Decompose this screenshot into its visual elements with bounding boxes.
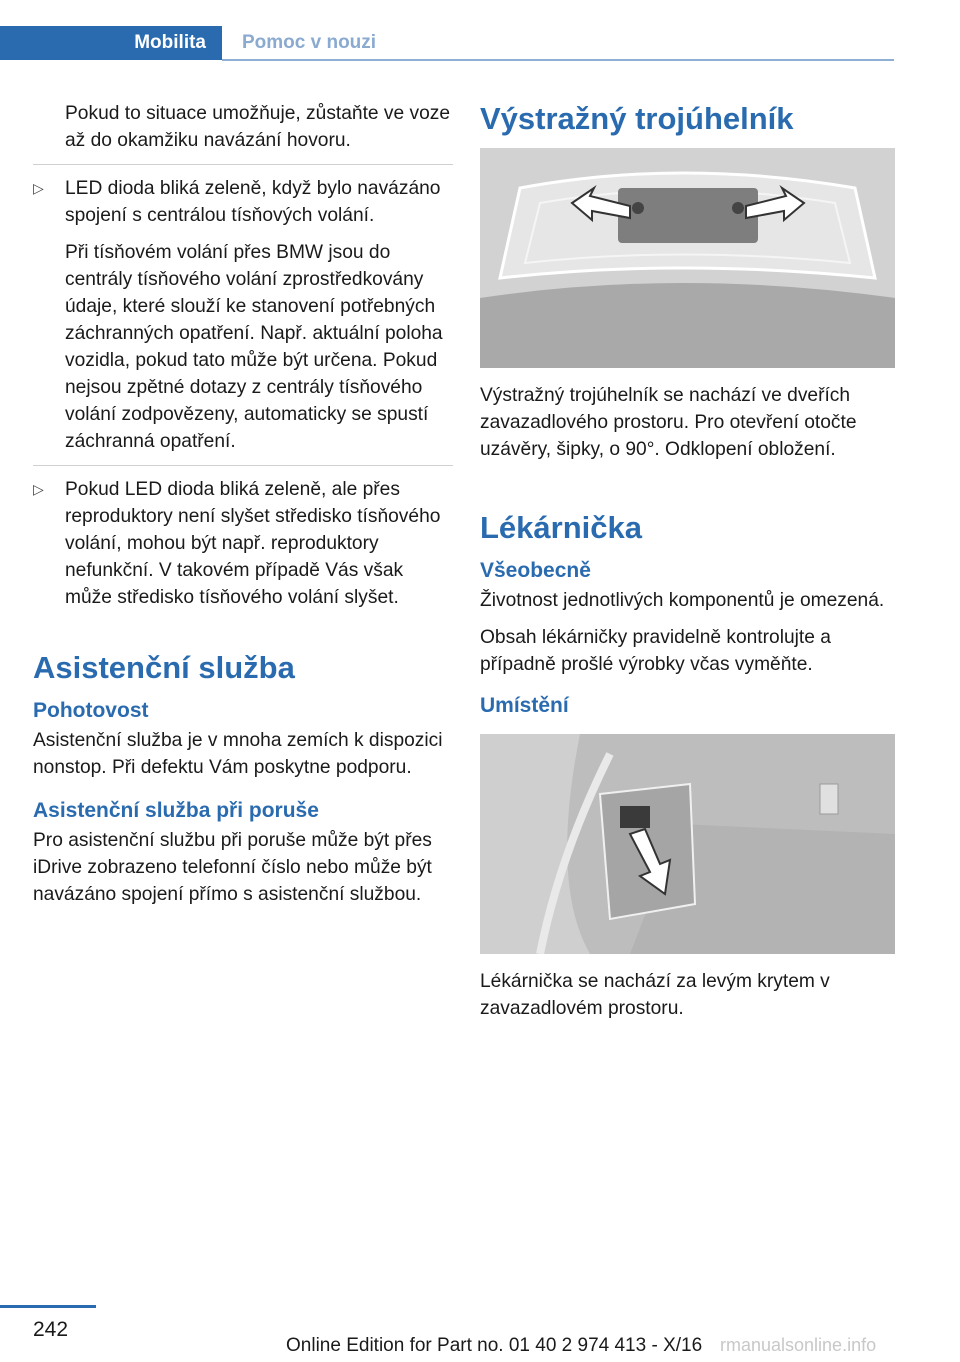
tab-mobilita[interactable]: [0, 26, 222, 60]
intro-paragraph: Pokud to situace umožňuje, zůstaňte ve voze až do okamžiku navázání hovoru.: [65, 103, 451, 151]
location-paragraph: Lékárnička se nachází za levým krytem v zavazadlovém prostoru.: [480, 971, 830, 1019]
edition-text: Online Edition for Part no. 01 40 2 974 413 - X/16: [286, 1335, 703, 1356]
triangle-bullet-icon: ▷: [33, 481, 44, 497]
list-item: [33, 476, 453, 611]
triangle-bullet-icon: ▷: [33, 180, 44, 196]
list-divider: [33, 465, 453, 466]
header-rule: [222, 59, 894, 61]
right-column: [480, 100, 896, 1032]
breakdown-paragraph: Pro asistenční službu při poruše může být přes iDrive zobrazeno telefonní číslo nebo může být navázáno spojení přímo s asistenční službou.: [33, 830, 432, 905]
page-header: [0, 0, 960, 62]
page-number: 242: [33, 1318, 69, 1341]
heading-assist: Asistenční služba: [33, 650, 295, 685]
warning-triangle-figure: [480, 148, 895, 368]
bullet-text: LED dioda bliká zeleně, když bylo navázáno spojení s centrálou tísňových volání.: [65, 178, 441, 226]
heading-general: Všeobecně: [480, 559, 591, 582]
list-item: [33, 175, 453, 455]
footer-rule: [0, 1305, 96, 1308]
left-column: [33, 100, 453, 918]
readiness-paragraph: Asistenční služba je v mnoha zemích k dispozici nonstop. Při defektu Vám poskytne podporu.: [33, 730, 443, 778]
heading-breakdown: Asistenční služba při poruše: [33, 799, 319, 822]
triangle-paragraph: Výstražný trojúhelník se nachází ve dveřích zavazadlového prostoru. Pro otevření otočte uzávěry, šipky, o 90°. Odklopení obložení.: [480, 385, 857, 460]
general-paragraph-1: Životnost jednotlivých komponentů je omezená.: [480, 590, 885, 611]
first-aid-kit-figure: [480, 734, 895, 954]
bullet-detail: Při tísňovém volání přes BMW jsou do centrály tísňového volání zprostředkovány údaje, které slouží ke stanovení potřebných záchranných opatření. Např. aktuální poloha vozidla, pokud tato může být určena. Pokud nejsou zpětné dotazy z centrály tísňového volání zodpovězeny, automaticky se spustí záchranná opatření.: [65, 242, 443, 452]
watermark-text: rmanualsonline.info: [720, 1335, 877, 1355]
heading-location: Umístění: [480, 694, 569, 717]
tab-pomoc-v-nouzi[interactable]: [222, 26, 894, 60]
general-paragraph-2: Obsah lékárničky pravidelně kontrolujte a případně prošlé výrobky včas vyměňte.: [480, 627, 831, 675]
tab-pomoc-label: Pomoc v nouzi: [242, 32, 377, 53]
heading-readiness: Pohotovost: [33, 699, 149, 722]
heading-firstaid: Lékárnička: [480, 510, 642, 545]
list-divider: [33, 164, 453, 165]
heading-triangle: Výstražný trojúhelník: [480, 101, 794, 136]
bullet-text: Pokud LED dioda bliká zeleně, ale přes reproduktory není slyšet středisko tísňového volání, mohou být např. reproduktory nefunkční. V takovém případě Vás však může středisko tísňového volání slyšet.: [65, 479, 441, 608]
tab-mobilita-label: Mobilita: [134, 32, 206, 53]
trunk-interior-illustration: [480, 734, 895, 954]
trunk-lid-illustration: [480, 148, 895, 368]
